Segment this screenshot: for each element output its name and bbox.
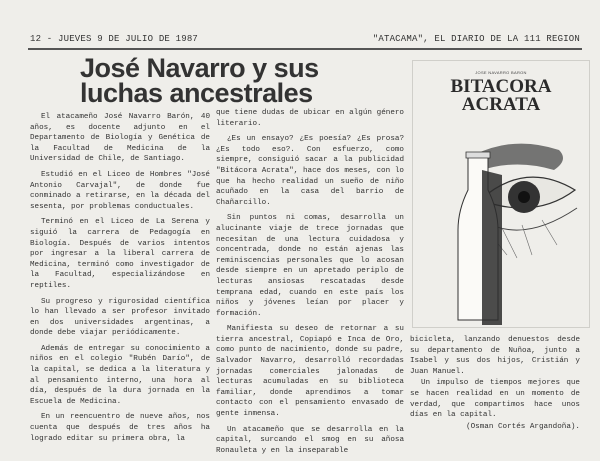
paragraph: que tiene dudas de ubicar en algún género literario. <box>216 109 404 128</box>
paragraph: bicicleta, lanzando denuestos desde su departamento de Nuñoa, junto a Isabel y sus dos hijos, Cristián y Juan Manuel. <box>410 336 580 376</box>
paragraph: Además de entregar su conocimiento a niños en el colegio "Rubén Darío", de la capital, se dedica a la literatura y al pensamiento interno, una hora al día, después de la dura jornada en la Escuela de Medicina. <box>30 344 210 406</box>
paragraph: Terminó en el Liceo de La Serena y siguió la carrera de Pedagogía en Biología. Después de varios intentos por ingresar a la liberal carrera de Medicina, terminó como investigador de la Facultad, especializándose en reptiles. <box>30 218 210 290</box>
page-header-date: 12 - JUEVES 9 DE JULIO DE 1987 <box>30 34 199 44</box>
book-title-line-2: ACRATA <box>461 94 541 115</box>
book-title-line-1: BITACORA <box>450 76 552 97</box>
paragraph: En un reencuentro de nueve años, nos cuenta que después de tres años ha logrado editar su primera obra, la <box>30 413 210 443</box>
article-column-3 <box>410 335 580 437</box>
paragraph: ¿Es un ensayo? ¿Es poesía? ¿Es prosa? ¿Es todo eso?. Con esfuerzo, como siempre, consiguió sacar a la publicidad "Bitácora Acrata", hace dos meses, con lo que ha hecho realidad un sueño de niño acuñado en la casa del barrio de Chañarcillo. <box>216 135 404 207</box>
article-column-2 <box>216 108 404 461</box>
book-title <box>412 78 590 114</box>
paragraph: Manifiesta su deseo de retornar a su tierra ancestral, Copiapó e Inca de Oro, como punto de nacimiento, donde su padre, Salvador Navarro, desarrolló recordadas jornadas comerciales jalonadas de lecturas acumuladas en su biblioteca familiar, donde aprendimos a tomar contacto con el pensamiento envasado de gente inmensa. <box>216 325 404 419</box>
paragraph: Sin puntos ni comas, desarrolla un alucinante viaje de trece jornadas que necesitan de una lectura cuidadosa y concentrada, donde no están ajenas las reminiscencias personales que lo acosan desde siempre en un apretado periplo de lecturas ansiosas rescatadas desde temprana edad, cuando en este país los niños y jóvenes leían por placer y formación. <box>216 214 404 318</box>
paragraph: Estudió en el Liceo de Hombres "José Antonio Carvajal", de donde fue conminado a retirarse, en la década del sesenta, por problemas conductuales. <box>30 170 210 211</box>
page-header-newspaper: "ATACAMA", EL DIARIO DE LA 111 REGION <box>372 34 580 44</box>
paragraph: Su progreso y rigurosidad científica lo han llevado a ser profesor invitado en dos universidades argentinas, a donde debe viajar periódicamente. <box>30 297 210 338</box>
paragraph: Un impulso de tiempos mejores que se hacen realidad en un momento de verdad, que compartimos hace unos días en la capital. <box>410 379 580 420</box>
book-author: JOSE NAVARRO BARON <box>475 70 527 75</box>
article-signature: (Osman Cortés Argandoña). <box>466 422 580 431</box>
paragraph: El atacameño José Navarro Barón, 40 años, es docente adjunto en el Departamento de Biología y Genética de la Facultad de Medicina de la Universidad de Chile, de Santiago. <box>30 113 210 164</box>
article-column-1 <box>30 112 210 449</box>
paragraph: Un atacameño que se desarrolla en la capital, surcando el smog en su añosa Ronauleta y en la inseparable <box>216 425 404 455</box>
article-title: José Navarro y sus luchas ancestrales <box>80 53 319 108</box>
header-rule <box>28 48 582 50</box>
book-cover-image <box>412 60 590 328</box>
